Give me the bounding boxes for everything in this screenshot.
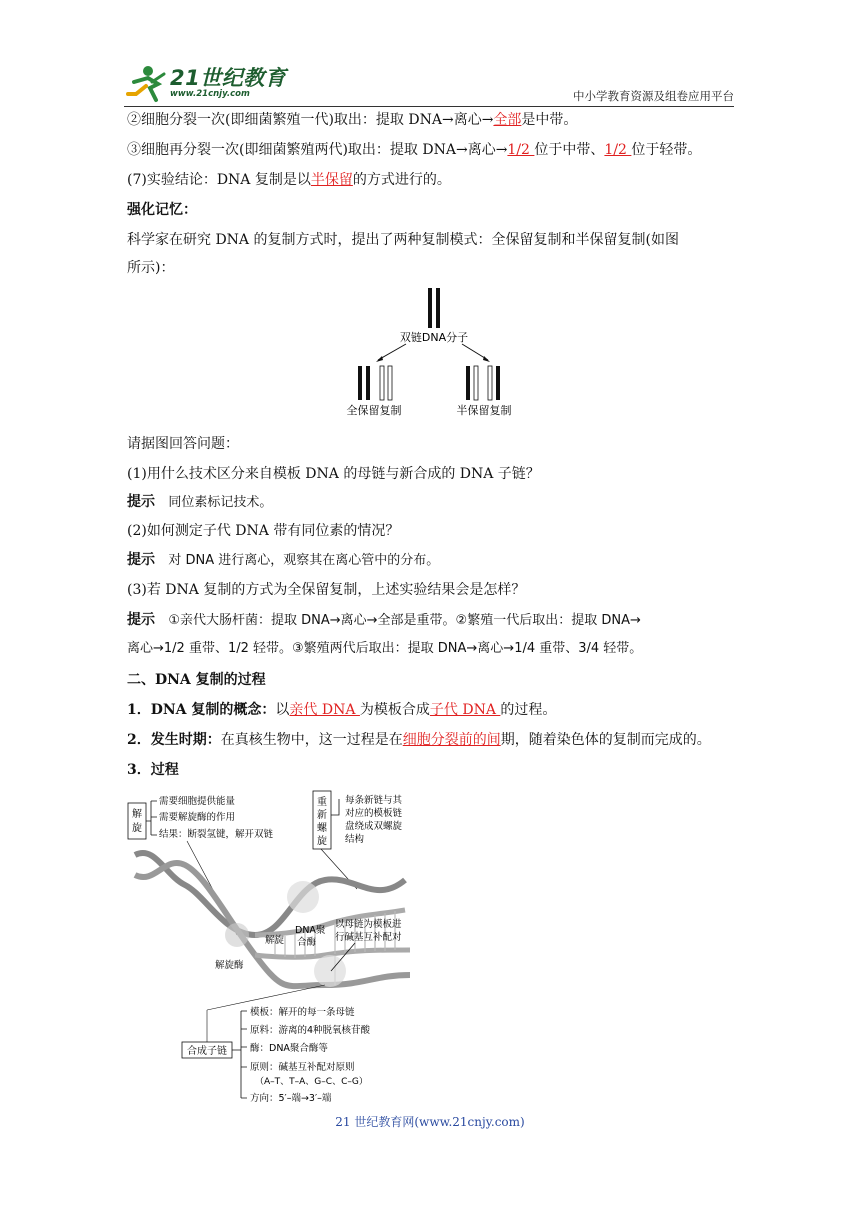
svg-text:旋: 旋	[317, 836, 327, 847]
paragraph-line: 科学家在研究 DNA 的复制方式时，提出了两种复制模式：全保留复制和半保留复制(如图	[127, 232, 679, 248]
synthesis-item-3: 酶：DNA聚合酶等	[250, 1043, 328, 1054]
svg-text:合酶: 合酶	[297, 937, 317, 948]
helicase-label: 解旋酶	[215, 960, 244, 971]
dna-replication-process-diagram	[125, 785, 425, 1107]
period-line: 2．发生时期：在真核生物中，这一过程是在细胞分裂前的间期，随着染色体的复制而完成的。	[127, 732, 711, 748]
platform-name: 中小学教育资源及组卷应用平台	[573, 89, 734, 103]
parent-dna-label: 双链DNA分子	[399, 331, 469, 344]
question-2: (2)如何测定子代 DNA 带有同位素的情况？	[127, 523, 400, 539]
unwinding-item-1: 需要细胞提供能量	[159, 796, 236, 807]
answer-blank: 子代 DNA	[429, 702, 501, 718]
paragraph-line: 请据图回答问题：	[127, 436, 239, 452]
unwinding-item-2: 需要解旋酶的作用	[159, 812, 236, 823]
synthesis-item-1: 模板：解开的每一条母链	[250, 1007, 355, 1018]
answer-3: 提示 ①亲代大肠杆菌：提取 DNA→离心→全部是重带。②繁殖一代后取出：提取 DNA→	[127, 612, 641, 628]
unwinding-box-label: 解	[132, 809, 142, 820]
question-3: (3)若 DNA 复制的方式为全保留复制，上述实验结果会是怎样？	[127, 582, 526, 598]
header-divider	[124, 106, 734, 107]
logo-title: 21世纪教育	[170, 66, 287, 90]
logo-url: www.21cnjy.com	[170, 89, 250, 99]
svg-text:对应的模板链: 对应的模板链	[345, 808, 403, 819]
polymerase-label: DNA聚	[295, 925, 326, 936]
semiconservative-label: 半保留复制	[456, 404, 512, 417]
conservative-label: 全保留复制	[346, 404, 402, 417]
answer-1: 提示 同位素标记技术。	[127, 494, 273, 510]
replication-model-diagram	[336, 286, 526, 420]
answer-blank: 半保留	[310, 172, 353, 188]
answer-3-continued: 离心→1/2 重带、1/2 轻带。③繁殖两代后取出：提取 DNA→离心→1/4 重带、3/4 轻带。	[127, 641, 643, 656]
svg-text:旋: 旋	[132, 823, 142, 834]
page-header	[124, 62, 734, 106]
process-heading: 3．过程	[127, 762, 179, 778]
synthesis-box-label: 合成子链	[187, 1046, 227, 1057]
synthesis-item-5: （A–T、T–A、G–C、C–G）	[255, 1077, 368, 1087]
text-line-1: ②细胞分裂一次(即细菌繁殖一代)取出：提取 DNA→离心→全部是中带。	[127, 112, 578, 128]
answer-blank: 1/2	[507, 142, 535, 158]
answer-blank: 细胞分裂前的间	[402, 732, 501, 748]
answer-blank: 亲代 DNA	[289, 702, 360, 718]
synthesis-item-6: 方向：5′–端→3′–端	[250, 1093, 332, 1104]
answer-blank: 1/2	[604, 142, 632, 158]
page-footer: 21 世纪教育网(www.21cnjy.com)	[335, 1115, 525, 1129]
svg-text:行碱基互补配对: 行碱基互补配对	[335, 932, 402, 943]
section-heading: 强化记忆：	[127, 202, 197, 218]
synthesis-item-2: 原料：游离的4种脱氧核苷酸	[250, 1025, 371, 1036]
question-1: (1)用什么技术区分来自模板 DNA 的母链与新合成的 DNA 子链？	[127, 466, 540, 482]
svg-text:结构: 结构	[345, 834, 365, 845]
svg-text:每条新链与其: 每条新链与其	[345, 795, 403, 806]
section-heading-2: 二、DNA 复制的过程	[127, 672, 266, 688]
rewinding-box-label: 重	[317, 797, 327, 808]
synthesis-item-4: 原则：碱基互补配对原则	[250, 1062, 355, 1073]
svg-text:新: 新	[317, 810, 327, 821]
svg-text:螺: 螺	[317, 823, 327, 834]
answer-blank: 全部	[493, 112, 522, 128]
answer-2: 提示 对 DNA 进行离心，观察其在离心管中的分布。	[127, 552, 440, 568]
svg-text:盘绕成双螺旋: 盘绕成双螺旋	[345, 821, 403, 832]
paragraph-line: 所示)：	[127, 260, 175, 276]
text-line-2: ③细胞再分裂一次(即细菌繁殖两代)取出：提取 DNA→离心→1/2 位于中带、1/2 位于轻带。	[127, 142, 702, 158]
unwinding-item-3: 结果：断裂氢键，解开双链	[159, 829, 274, 840]
text-line-3: (7)实验结论：DNA 复制是以半保留的方式进行的。	[127, 172, 451, 188]
concept-line: 1．DNA 复制的概念：以亲代 DNA 为模板合成子代 DNA 的过程。	[127, 702, 557, 718]
svg-text:以母链为模板进: 以母链为模板进	[335, 919, 402, 930]
unwind-label: 解旋	[265, 935, 285, 946]
